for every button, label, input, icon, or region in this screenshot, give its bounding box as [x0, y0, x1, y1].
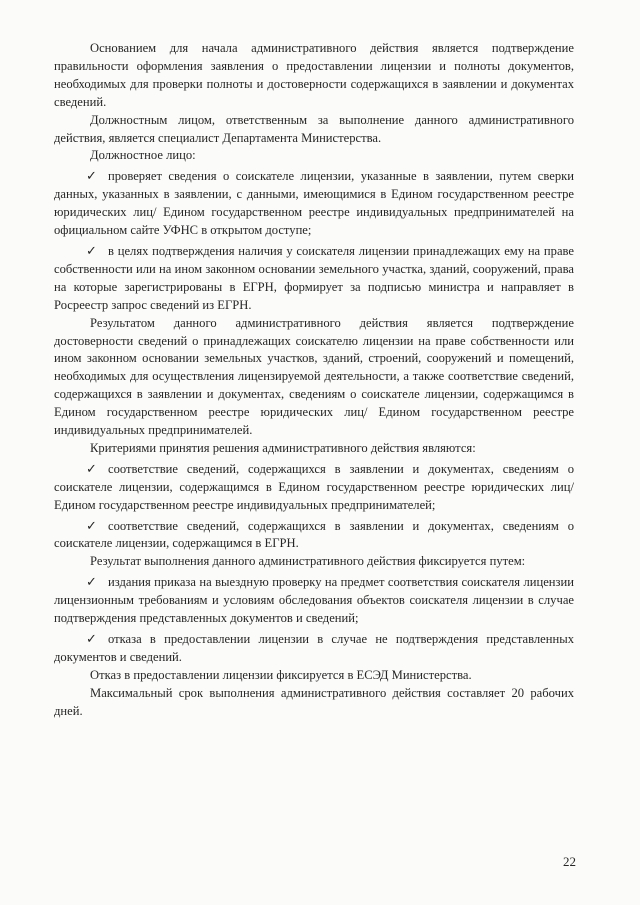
list-item-text: в целях подтверждения наличия у соискателя лицензии принадлежащих ему на праве собственности или на ином законном основании земельного участка, зданий, сооружений, права на которые зарегистрированы в ЕГРН, формирует за подписью министра и направляет в Росреестр запрос сведений из ЕГРН.	[54, 243, 574, 312]
list-item-text: отказа в предоставлении лицензии в случае не подтверждения представленных документов и сведений.	[54, 632, 574, 664]
list-item-text: соответствие сведений, содержащихся в заявлении и документах, сведениям о соискателе лицензии, содержащимся в ЕГРН.	[54, 518, 574, 551]
checkmark-icon: ✓	[86, 243, 97, 259]
list-item	[54, 518, 574, 554]
list-item-text: издания приказа на выездную проверку на предмет соответствия соискателя лицензии лицензионным требованиям и условиям обследования объектов соискателя лицензии в случае подтверждения представленных документов и сведений;	[54, 575, 574, 626]
page-number: 22	[563, 854, 576, 869]
max-term-paragraph: Максимальный срок выполнения административного действия составляет 20 рабочих дней.	[54, 685, 574, 718]
checkmark-icon: ✓	[86, 632, 97, 647]
list-item-text: проверяет сведения о соискателе лицензии, указанные в заявлении, путем сверки данных, указанных в заявлении, с данными, имеющимися в Едином государственном реестре юридических лиц/ Едином государственном реестре индивидуальных предпринимателей на официальном сайте УФНС в открытом доступе;	[54, 169, 574, 238]
list-item-text: соответствие сведений, содержащихся в заявлении и документах, сведениям о соискателе лицензии, содержащимся в Едином государственном реестре юридических лиц/ Едином государственном реестре индивидуальных предпринимателей;	[54, 461, 574, 512]
document-page	[54, 40, 574, 721]
official-intro: Должностное лицо:	[90, 148, 196, 163]
list-item	[54, 461, 574, 515]
criteria-intro: Критериями принятия решения административного действия являются:	[90, 440, 476, 455]
checkmark-icon: ✓	[86, 461, 97, 477]
refusal-paragraph: Отказ в предоставлении лицензии фиксируется в ЕСЭД Министерства.	[90, 667, 472, 682]
checkmark-icon: ✓	[86, 518, 97, 534]
result-paragraph: Результатом данного административного действия является подтверждение достоверности сведений о принадлежащих соискателю лицензии на праве собственности или ином законном основании земельных участков, зданий, строений, сооружений и помещений, необходимых для осуществления лицензируемой деятельности, а также соответствие сведений, содержащихся в заявлении и документах, сведениям о соискателе лицензии, содержащимся в Едином государственном реестре юридических лиц/ Едином государственном реестре индивидуальных предпринимателей.	[54, 315, 574, 438]
list-item	[54, 574, 574, 628]
basis-paragraph: Основанием для начала административного действия является подтверждение правильности оформления заявления о предоставлении лицензии и полноты документов, необходимых для проверки полноты и достоверности содержащихся в заявлении и документах сведений.	[54, 41, 574, 109]
responsible-paragraph: Должностным лицом, ответственным за выполнение данного административного действия, является специалист Департамента Министерства.	[54, 112, 574, 145]
list-item	[54, 243, 574, 315]
list-item	[54, 168, 574, 240]
checkmark-icon: ✓	[86, 575, 97, 591]
fixation-intro: Результат выполнения данного административного действия фиксируется путем:	[90, 554, 526, 569]
checkmark-icon: ✓	[86, 169, 97, 185]
list-item	[54, 631, 574, 667]
